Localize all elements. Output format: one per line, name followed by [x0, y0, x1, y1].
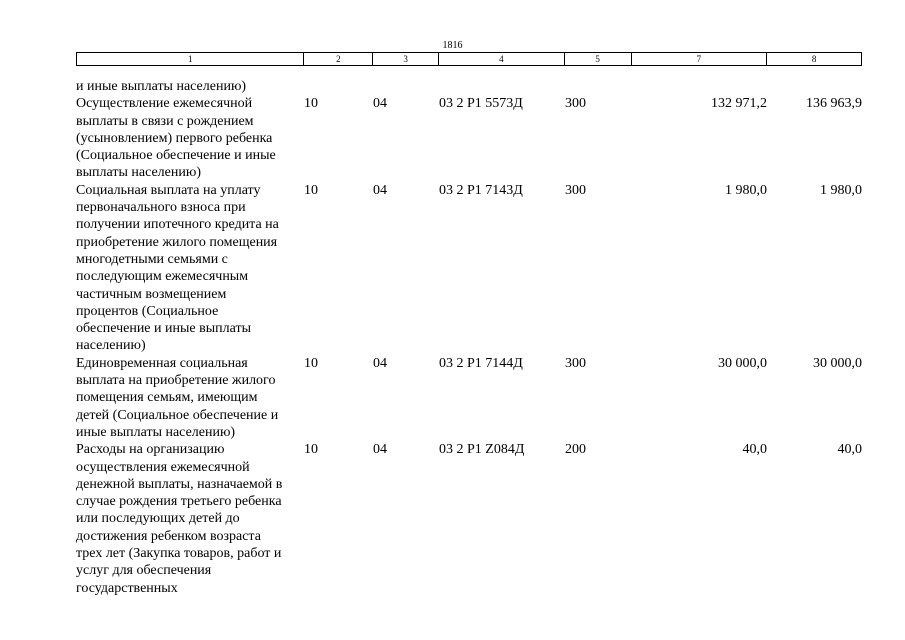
row-razdel: 10	[304, 442, 318, 458]
header-col-8: 8	[766, 53, 861, 65]
row-name: Расходы на организацию осуществления ежемесячной денежной выплаты, назначаемой в случае рождения третьего ребенка или последующих детей до достижения ребенком возраста трех лет (Закупка товаров, работ и услуг для обеспечения государственных	[76, 442, 283, 596]
table-row	[76, 355, 862, 441]
row-vr: 300	[565, 182, 586, 198]
table-row	[76, 182, 862, 355]
row-razdel: 10	[304, 96, 318, 112]
row-csr: 03 2 P1 Z084Д	[439, 442, 525, 458]
row-sum-2: 40,0	[837, 442, 862, 458]
row-csr: 03 2 P1 5573Д	[439, 96, 523, 112]
continuation-text: и иные выплаты населению)	[76, 79, 247, 94]
row-razdel: 10	[304, 355, 318, 371]
row-podrazdel: 04	[373, 355, 387, 371]
row-vr: 300	[565, 355, 586, 371]
row-sum-2: 1 980,0	[820, 182, 862, 198]
page-number: 1816	[442, 40, 463, 51]
row-sum-1: 132 971,2	[711, 96, 767, 112]
row-vr: 300	[565, 96, 586, 112]
row-podrazdel: 04	[373, 442, 387, 458]
row-sum-1: 1 980,0	[725, 182, 767, 198]
table-body	[76, 78, 862, 597]
header-col-1: 1	[187, 54, 193, 64]
row-podrazdel: 04	[373, 96, 387, 112]
table-row	[76, 95, 862, 181]
header-col-4: 4	[438, 53, 564, 65]
row-name: Единовременная социальная выплата на приобретение жилого помещения семьям, имеющим детей (Социальное обеспечение и иные выплаты населению)	[76, 355, 279, 440]
table-header	[76, 52, 862, 66]
row-podrazdel: 04	[373, 182, 387, 198]
row-vr: 200	[565, 442, 586, 458]
row-name: Осуществление ежемесячной выплаты в связи с рождением (усыновлением) первого ребенка (Социальное обеспечение и иные выплаты населению)	[76, 96, 276, 181]
header-col-7: 7	[631, 53, 767, 65]
row-razdel: 10	[304, 182, 318, 198]
row-sum-2: 136 963,9	[806, 96, 862, 112]
row-sum-1: 30 000,0	[718, 355, 767, 371]
header-col-3: 3	[372, 53, 438, 65]
row-name: Социальная выплата на уплату первоначального взноса при получении ипотечного кредита на приобретение жилого помещения многодетными семьями с последующим ежемесячным частичным возмещением процентов (Социальное обеспечение и иные выплаты населению)	[76, 182, 279, 354]
continuation-row	[76, 78, 862, 95]
row-csr: 03 2 P1 7143Д	[439, 182, 523, 198]
row-csr: 03 2 P1 7144Д	[439, 355, 523, 371]
header-col-2: 2	[303, 53, 372, 65]
header-col-5: 5	[564, 53, 631, 65]
row-sum-2: 30 000,0	[813, 355, 862, 371]
table-row	[76, 441, 862, 597]
row-sum-1: 40,0	[742, 442, 767, 458]
